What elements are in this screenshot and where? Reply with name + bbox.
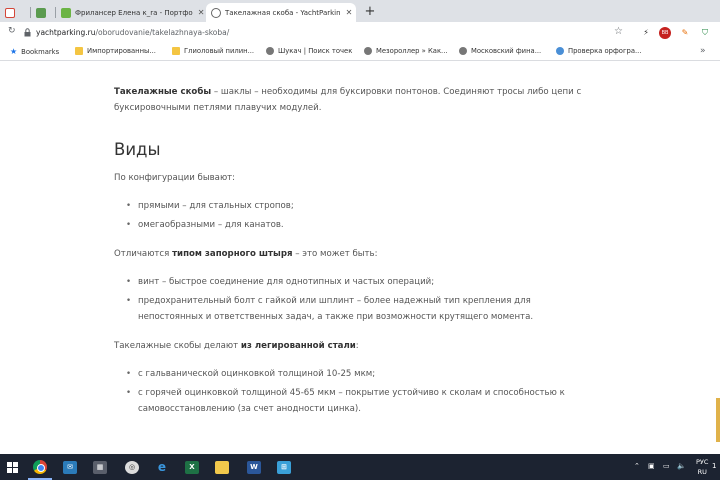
section-heading: Виды	[114, 140, 161, 159]
new-tab-button[interactable]: +	[364, 4, 376, 19]
folder-icon	[75, 47, 83, 55]
taskbar-app[interactable]	[212, 457, 232, 477]
bookmark-item[interactable]	[364, 47, 448, 55]
tray-app-icon[interactable]: ▣	[648, 462, 655, 470]
list-item: • прямыми – для стальных стропов;	[126, 198, 594, 214]
bookmark-label: Шукач | Поиск точек	[278, 47, 353, 55]
tab-doc[interactable]	[31, 3, 55, 22]
excel-icon: X	[185, 461, 199, 474]
bookmark-label: Bookmarks	[21, 47, 60, 56]
globe-icon	[459, 47, 467, 55]
steel-text: Такелажные скобы делают	[114, 341, 241, 351]
media-app-icon: ◎	[125, 461, 139, 474]
bookmark-star-icon[interactable]: ☆	[614, 26, 623, 37]
intro-text: – шаклы – необходимы для буксировки понтонов. Соединяют тросы либо цепи с буксировочными петлями плавучих модулей.	[114, 87, 582, 113]
calculator-icon: ▦	[93, 461, 107, 474]
lang-code: RU	[697, 468, 707, 476]
reload-icon[interactable]: ↻	[8, 26, 16, 36]
config-paragraph: По конфигурации бывают:	[114, 173, 236, 183]
clock-time[interactable]: 1	[712, 462, 717, 470]
close-icon[interactable]: ✕	[345, 8, 353, 17]
taskbar-app[interactable]	[122, 457, 142, 477]
taskbar	[0, 454, 720, 480]
extension-shield-icon[interactable]: ⛉	[702, 28, 708, 37]
taskbar-app[interactable]	[244, 457, 264, 477]
globe-icon	[266, 47, 274, 55]
steel-text: :	[355, 341, 359, 351]
windows-icon	[7, 462, 18, 473]
edge-icon: e	[157, 460, 167, 474]
freelancer-icon	[61, 8, 71, 18]
tab-label: Фрилансер Елена к_ra - Портфо	[75, 8, 193, 17]
url-domain: yachtparking.ru	[36, 28, 96, 37]
list-item: • с гальванической оцинковкой толщиной 10-25 мкм;	[126, 366, 594, 382]
bookmark-label: Глиоловый пилин...	[184, 47, 255, 55]
star-icon: ★	[10, 47, 18, 56]
tab-strip	[0, 0, 720, 22]
bookmark-label: Импортированны...	[87, 47, 156, 55]
language-indicator[interactable]	[696, 457, 708, 477]
tab-freelancer[interactable]	[56, 3, 206, 22]
url-path: /oborudovanie/takelazhnaya-skoba/	[95, 28, 230, 37]
article	[114, 84, 594, 430]
close-icon[interactable]: ✕	[197, 8, 205, 17]
chevron-right-icon[interactable]: »	[700, 46, 706, 56]
bookmark-item[interactable]	[459, 47, 541, 55]
tab-mail[interactable]	[0, 3, 30, 22]
steel-bold: из легированной стали	[240, 341, 356, 351]
config-list	[126, 198, 594, 233]
bookmark-label: Московский фина...	[471, 47, 542, 55]
bookmark-label: Мезороллер » Как...	[376, 47, 448, 55]
tab-label: Такелажная скоба - YachtParkin	[225, 8, 341, 17]
bookmark-label: Проверка орфогра...	[568, 47, 642, 55]
lang-label: РУС	[696, 458, 709, 466]
extension-lightning-icon[interactable]: ⚡	[643, 28, 649, 37]
taskbar-app[interactable]	[152, 457, 172, 477]
pin-list	[126, 274, 594, 325]
intro-bold: Такелажные скобы	[114, 87, 212, 97]
extension-badge-icon[interactable]: BB	[659, 27, 671, 39]
pin-text: – это может быть:	[292, 249, 378, 259]
bookmark-item[interactable]	[266, 47, 352, 55]
mail-app-icon: ✉	[63, 461, 77, 474]
globe-icon	[364, 47, 372, 55]
gear-icon	[556, 47, 564, 55]
folder-icon	[172, 47, 180, 55]
file-explorer-icon	[215, 461, 229, 474]
address-toolbar	[0, 22, 720, 44]
list-item: • предохранительный болт с гайкой или шплинт – более надежный тип крепления для непостоянных и ответственных задач, а также при возможности крутящего момента.	[126, 293, 594, 325]
taskbar-app[interactable]	[274, 457, 294, 477]
bookmarks-bar	[0, 44, 720, 61]
pin-paragraph	[114, 246, 594, 262]
steel-paragraph	[114, 338, 594, 354]
scroll-to-top-handle[interactable]	[716, 398, 720, 442]
list-item: • омегаобразными – для канатов.	[126, 217, 594, 233]
bookmark-item[interactable]	[10, 47, 59, 56]
list-item: • винт – быстрое соединение для однотипных и частых операций;	[126, 274, 594, 290]
taskbar-chrome[interactable]	[30, 457, 50, 477]
bookmark-item[interactable]	[75, 47, 156, 55]
gmail-icon	[5, 8, 15, 18]
page-content	[0, 62, 720, 454]
app-icon: ⊞	[277, 461, 291, 474]
doc-icon	[36, 8, 46, 18]
intro-paragraph	[114, 84, 594, 116]
pin-bold: типом запорного штыря	[172, 249, 293, 259]
volume-icon[interactable]: 🔈	[677, 462, 686, 470]
url-field[interactable]	[36, 28, 229, 37]
word-icon: W	[247, 461, 261, 474]
taskbar-app[interactable]	[60, 457, 80, 477]
site-icon	[211, 8, 221, 18]
pin-text: Отличаются	[114, 249, 173, 259]
network-icon[interactable]: ▭	[663, 462, 670, 470]
extension-pen-icon[interactable]: ✎	[681, 28, 689, 37]
start-menu-icon[interactable]	[2, 457, 22, 477]
list-item: • с горячей оцинковкой толщиной 45-65 мкм – покрытие устойчиво к сколам и способностью к самовосстановлению (за счет анодности цинка).	[126, 385, 594, 417]
bookmark-item[interactable]	[556, 47, 642, 55]
steel-list	[126, 366, 594, 417]
taskbar-app[interactable]	[182, 457, 202, 477]
bookmark-item[interactable]	[172, 47, 254, 55]
tab-active[interactable]	[206, 3, 356, 22]
taskbar-app[interactable]	[90, 457, 110, 477]
lock-icon	[24, 28, 31, 37]
chrome-icon	[33, 460, 47, 474]
chevron-up-icon[interactable]: ⌃	[634, 462, 640, 470]
